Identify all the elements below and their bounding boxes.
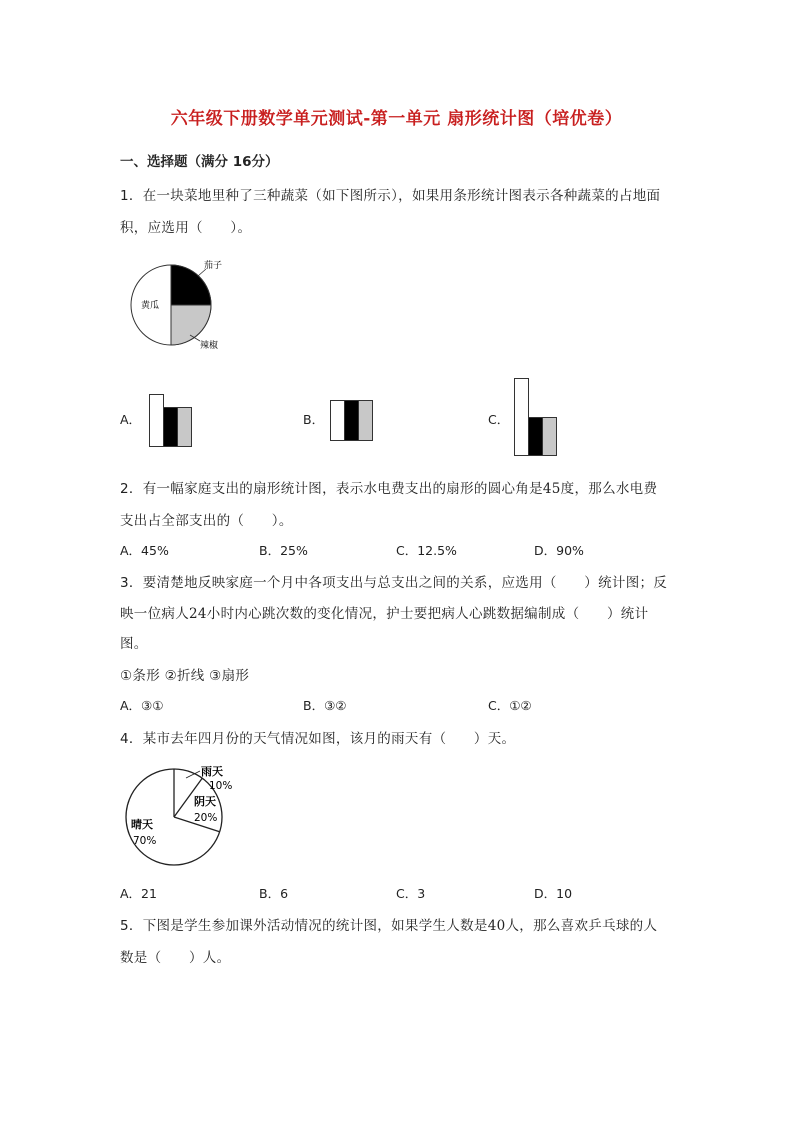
- q4-option-b[interactable]: B．6: [259, 886, 289, 901]
- q4-option-a[interactable]: A．21: [120, 886, 157, 901]
- q1-line-1: 1．在一块菜地里种了三种蔬菜（如下图所示），如果用条形统计图表示各种蔬菜的占地面: [120, 188, 661, 204]
- q2-option-c[interactable]: C．12.5%: [396, 543, 457, 558]
- q4-option-d[interactable]: D．10: [534, 886, 573, 901]
- pie-label-huanggua: 黄瓜: [141, 301, 160, 311]
- bar-black: [164, 408, 178, 447]
- q3-option-c[interactable]: C．①②: [488, 698, 532, 713]
- q3-hours-value: 24: [189, 606, 207, 622]
- q1-vegetable-pie-chart: [120, 255, 240, 355]
- q2-text-pre: 2．有一幅家庭支出的扇形统计图，表示水电费支出的扇形的圆心角是: [120, 481, 543, 497]
- pie-label-cloudy: 阴天: [194, 795, 216, 808]
- q2-option-d[interactable]: D．90%: [534, 543, 584, 558]
- q3-choices: ①条形 ②折线 ③扇形: [120, 668, 250, 684]
- q2-text-post: 度，那么水电费: [560, 481, 658, 497]
- q2-line-1: [120, 477, 657, 497]
- pie-slice-lajiao: [171, 305, 211, 345]
- q1-option-b-bar-chart[interactable]: [327, 398, 375, 444]
- pie-label-rain-pct: 10%: [209, 780, 233, 792]
- bar-gray: [359, 401, 373, 441]
- q5-line-2: 数是（ ）人。: [120, 950, 231, 966]
- q3-option-a[interactable]: A．③①: [120, 698, 164, 713]
- q3-line-2: [120, 602, 648, 622]
- q1-option-b-label[interactable]: B．: [303, 412, 325, 427]
- pie-label-sunny-pct: 70%: [133, 835, 157, 847]
- pie-label-qiezi: 茄子: [204, 261, 223, 271]
- bar-gray: [178, 408, 192, 447]
- pie-slice-qiezi: [171, 265, 211, 305]
- q5-text-pre: 5．下图是学生参加课外活动情况的统计图，如果学生人数是: [120, 918, 488, 934]
- bar-black: [529, 418, 543, 456]
- q2-option-b[interactable]: B．25%: [259, 543, 308, 558]
- pie-label-lajiao: 辣椒: [200, 341, 219, 351]
- q3-line-1: 3．要清楚地反映家庭一个月中各项支出与总支出之间的关系，应选用（ ）统计图；反: [120, 575, 668, 591]
- page-title: 六年级下册数学单元测试-第一单元 扇形统计图（培优卷）: [170, 109, 623, 129]
- q4-option-c[interactable]: C．3: [396, 886, 426, 901]
- q2-angle-value: 45: [542, 481, 561, 497]
- q2-line-2: 支出占全部支出的（ ）。: [120, 513, 293, 529]
- q5-line-1: [120, 914, 657, 934]
- q3-line-3: 图。: [120, 636, 148, 652]
- q1-option-c-label[interactable]: C．: [488, 412, 510, 427]
- q3-option-b[interactable]: B．③②: [303, 698, 347, 713]
- q1-option-a-label[interactable]: A．: [120, 412, 142, 427]
- q4-line-1: 4．某市去年四月份的天气情况如图，该月的雨天有（ ）天。: [120, 731, 516, 747]
- bar-white: [150, 395, 164, 447]
- q4-weather-pie-chart: [118, 760, 248, 868]
- bar-white: [331, 401, 345, 441]
- q2-option-a[interactable]: A．45%: [120, 543, 169, 558]
- q5-students-value: 40: [487, 918, 506, 934]
- pie-label-cloudy-pct: 20%: [194, 812, 218, 824]
- q1-line-2: 积，应选用（ ）。: [120, 220, 252, 236]
- q1-option-c-bar-chart[interactable]: [511, 376, 561, 458]
- q5-text-post: 人，那么喜欢乒乓球的人: [505, 918, 658, 934]
- bar-black: [345, 401, 359, 441]
- section-heading: 一、选择题（满分 16分）: [120, 154, 279, 170]
- pie-label-sunny: 晴天: [131, 818, 153, 831]
- pie-label-rain: 雨天: [201, 765, 223, 778]
- q3-text-pre: 映一位病人: [120, 606, 189, 622]
- q1-option-a-bar-chart[interactable]: [146, 393, 194, 449]
- q3-text-post: 小时内心跳次数的变化情况，护士要把病人心跳数据编制成（ ）统计: [206, 606, 649, 622]
- bar-gray: [543, 418, 557, 456]
- bar-white: [515, 379, 529, 456]
